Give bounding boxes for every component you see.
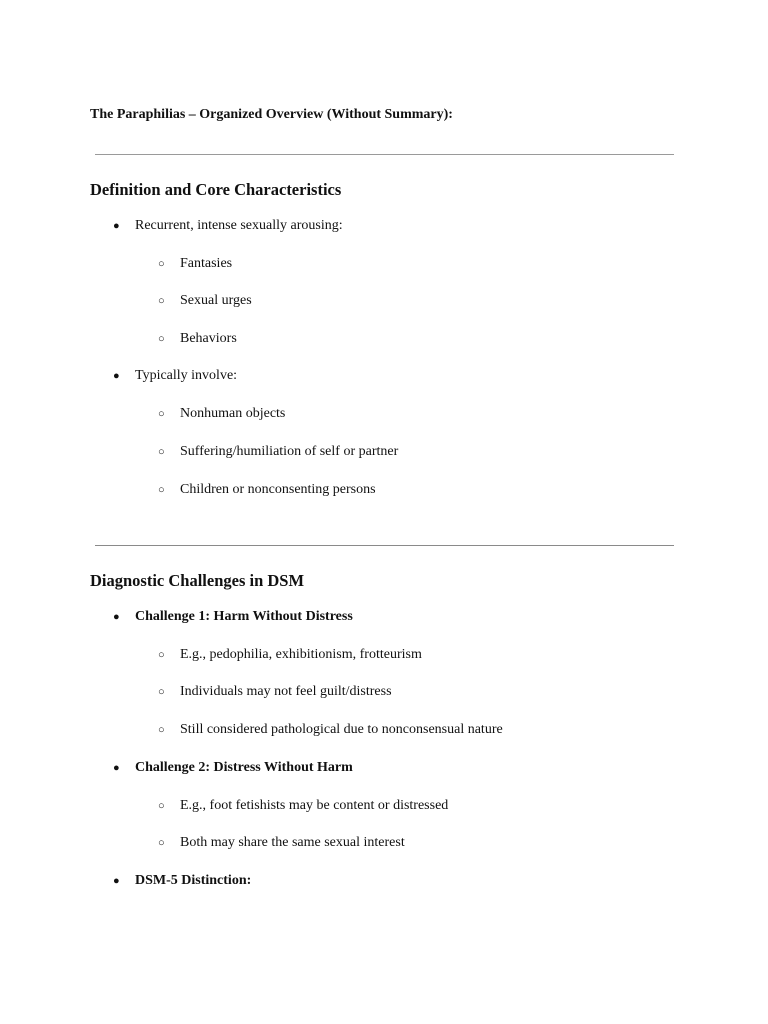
list-item-text: Recurrent, intense sexually arousing:	[135, 218, 343, 233]
list-item-text: Challenge 2: Distress Without Harm	[135, 760, 353, 775]
hollow-bullet-icon: ○	[158, 484, 165, 496]
bullet-icon: ●	[113, 370, 120, 382]
sub-list-item-text: Suffering/humiliation of self or partner	[180, 444, 399, 459]
horizontal-rule	[95, 154, 674, 155]
hollow-bullet-icon: ○	[158, 408, 165, 420]
hollow-bullet-icon: ○	[158, 649, 165, 661]
sub-list-item-text: Children or nonconsenting persons	[180, 482, 376, 497]
sub-list-item-text: Both may share the same sexual interest	[180, 835, 405, 850]
bullet-icon: ●	[113, 762, 120, 774]
bullet-icon: ●	[113, 875, 120, 887]
document-title: The Paraphilias – Organized Overview (Without Summary):	[90, 107, 453, 122]
hollow-bullet-icon: ○	[158, 258, 165, 270]
list-item-text: DSM-5 Distinction:	[135, 873, 252, 888]
sub-list-item-text: Fantasies	[180, 256, 233, 271]
hollow-bullet-icon: ○	[158, 446, 165, 458]
sub-list-item-text: Individuals may not feel guilt/distress	[180, 684, 392, 699]
sub-list-item-text: Nonhuman objects	[180, 406, 286, 421]
sub-list-item-text: Behaviors	[180, 331, 237, 346]
list-item-text: Challenge 1: Harm Without Distress	[135, 609, 353, 624]
bullet-icon: ●	[113, 611, 120, 623]
hollow-bullet-icon: ○	[158, 686, 165, 698]
list-item-text: Typically involve:	[135, 368, 238, 383]
sub-list-item-text: Still considered pathological due to nonconsensual nature	[180, 722, 503, 737]
hollow-bullet-icon: ○	[158, 837, 165, 849]
hollow-bullet-icon: ○	[158, 724, 165, 736]
horizontal-rule	[95, 545, 674, 546]
hollow-bullet-icon: ○	[158, 800, 165, 812]
hollow-bullet-icon: ○	[158, 333, 165, 345]
sub-list-item-text: E.g., foot fetishists may be content or distressed	[180, 798, 449, 813]
bullet-icon: ●	[113, 220, 120, 232]
sub-list-item-text: E.g., pedophilia, exhibitionism, frotteurism	[180, 647, 422, 662]
section-heading: Definition and Core Characteristics	[90, 180, 342, 199]
sub-list-item-text: Sexual urges	[180, 293, 252, 308]
hollow-bullet-icon: ○	[158, 295, 165, 307]
section-heading: Diagnostic Challenges in DSM	[90, 571, 305, 590]
